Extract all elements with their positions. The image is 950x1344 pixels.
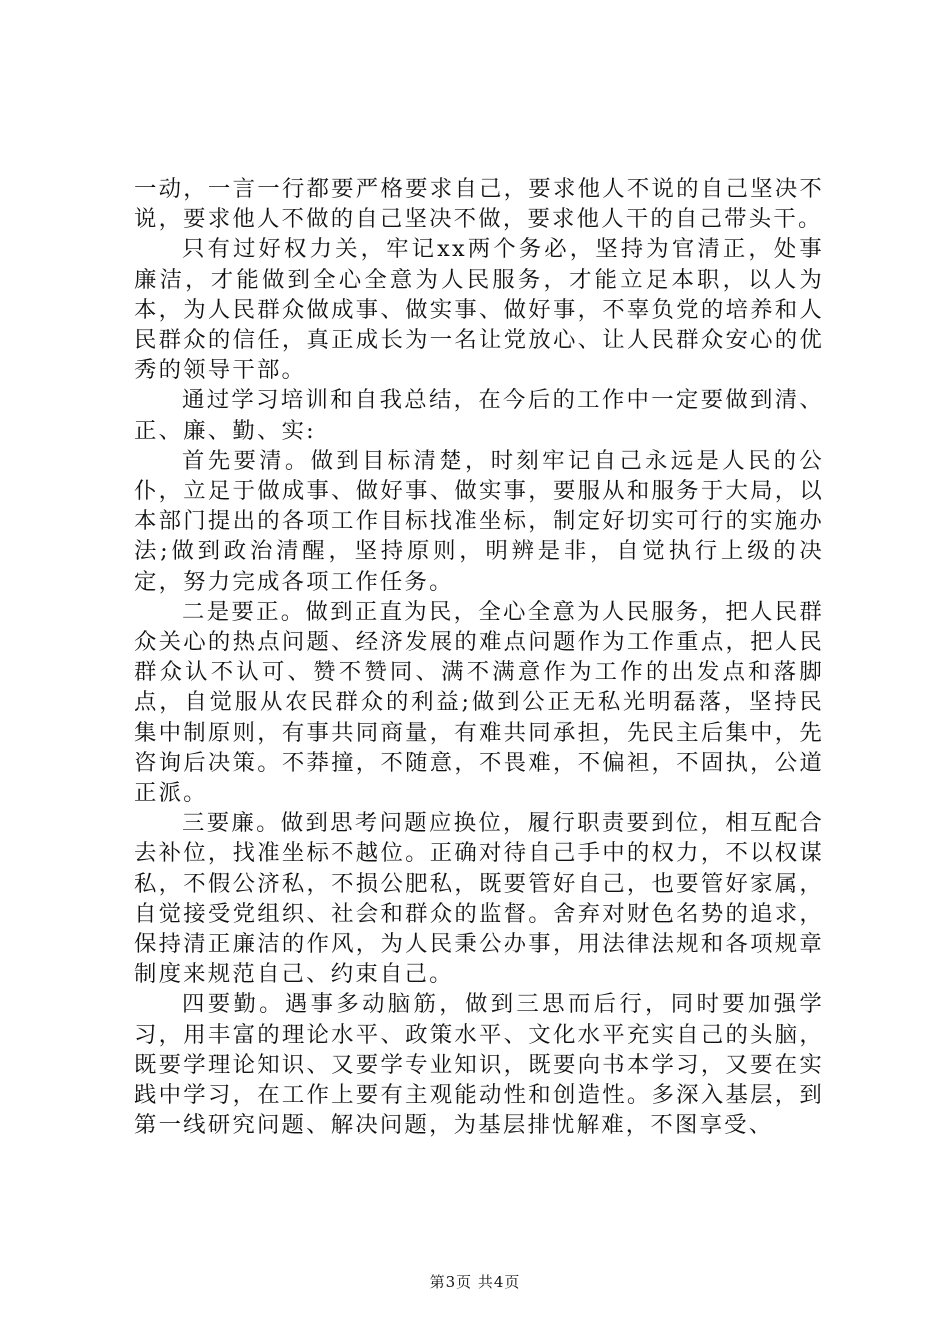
paragraph-clear: 首先要清。做到目标清楚，时刻牢记自己永远是人民的公仆，立足于做成事、做好事、做实事，要服从和服务于大局，以本部门提出的各项工作目标找准坐标，制定好切实可行的实施办法;做到政治清醒，坚持原则，明辨是非，自觉执行上级的决定，努力完成各项工作任务。	[134, 447, 824, 595]
paragraph-continuation: 一动，一言一行都要严格要求自己，要求他人不说的自己坚决不说，要求他人不做的自己坚决不做，要求他人干的自己带头干。	[134, 176, 824, 233]
paragraph-upright: 二是要正。做到正直为民，全心全意为人民服务，把人民群众关心的热点问题、经济发展的难点问题作为工作重点，把人民群众认不认可、赞不赞同、满不满意作为工作的出发点和落脚点，自觉服从农民群众的利益;做到公正无私光明磊落，坚持民集中制原则，有事共同商量，有难共同承担，先民主后集中，先咨询后决策。不莽撞，不随意，不畏难，不偏袒，不固执，公道正派。	[134, 598, 824, 807]
paragraph-honest: 三要廉。做到思考问题应换位，履行职责要到位，相互配合去补位，找准坐标不越位。正确对待自己手中的权力，不以权谋私，不假公济私，不损公肥私，既要管好自己，也要管好家属，自觉接受党组织、社会和群众的监督。舍弃对财色名势的追求，保持清正廉洁的作风，为人民秉公办事，用法律法规和各项规章制度来规范自己、约束自己。	[134, 810, 824, 988]
paragraph-power-check: 只有过好权力关，牢记xx两个务必，坚持为官清正，处事廉洁，才能做到全心全意为人民服务，才能立足本职，以人为本，为人民群众做成事、做实事、做好事，不辜负党的培养和人民群众的信任，真正成长为一名让党放心、让人民群众安心的优秀的领导干部。	[134, 236, 824, 384]
paragraph-summary-intro: 通过学习培训和自我总结，在今后的工作中一定要做到清、正、廉、勤、实:	[134, 387, 824, 444]
paragraph-diligent: 四要勤。遇事多动脑筋，做到三思而后行，同时要加强学习，用丰富的理论水平、政策水平、文化水平充实自己的头脑，既要学理论知识、又要学专业知识，既要向书本学习，又要在实践中学习，在工作上要有主观能动性和创造性。多深入基层，到第一线研究问题、解决问题，为基层排忧解难，不图享受、	[134, 991, 824, 1139]
page-number-footer: 第3页 共4页	[429, 1273, 521, 1291]
document-body	[134, 174, 824, 1141]
